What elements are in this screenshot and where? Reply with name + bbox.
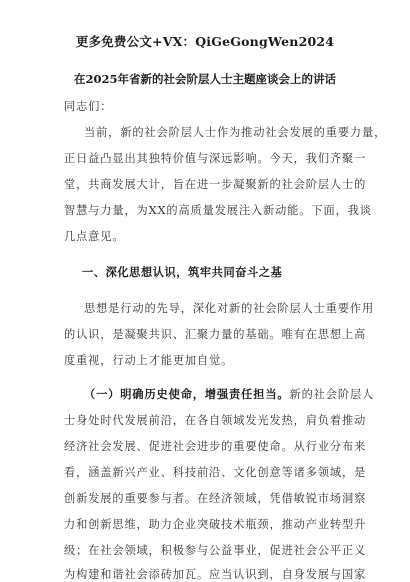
paragraph-line: 为构建和谐社会添砖加瓦。应当认识到，自身发展与国家 — [64, 568, 367, 581]
paragraph-line: 士身处时代发展前沿，在各自领域发光发热，肩负着推动 — [64, 414, 367, 427]
paragraph-line: 力和创新思维，助力企业突破技术瓶颈，推动产业转型升 — [64, 518, 367, 531]
subsection-text: 新的社会阶层人 — [289, 388, 375, 401]
section-heading: 一、深化思想认识，筑牢共同奋斗之基 — [82, 265, 283, 279]
paragraph-line: 正日益凸显出其独特价值与深远影响。今天，我们齐聚一 — [64, 152, 367, 165]
paragraph-line: 级；在社会领域，积极参与公益事业，促进社会公平正义 — [64, 544, 367, 557]
subsection-heading: （一）明确历史使命，增强责任担当。 — [84, 387, 290, 401]
document-title: 在2025年省新的社会阶层人士主题座谈会上的讲话 — [73, 72, 336, 86]
salutation: 同志们： — [64, 100, 113, 113]
promo-header: 更多免费公文+VX：QiGeGongWen2024 — [75, 34, 335, 49]
subsection-first-line — [84, 386, 374, 402]
paragraph-line: 堂，共商发展大计，旨在进一步凝聚新的社会阶层人士的 — [64, 178, 367, 191]
paragraph-line: 度重视，行动上才能更加自觉。 — [64, 354, 234, 367]
paragraph-line: 思想是行动的先导，深化对新的社会阶层人士重要作用 — [84, 302, 375, 315]
paragraph-line: 创新发展的重要参与者。在经济领域，凭借敏锐市场洞察 — [64, 492, 367, 505]
paragraph-line: 经济社会发展、促进社会进步的重要使命。从行业分布来 — [64, 440, 367, 453]
paragraph-line: 当前，新的社会阶层人士作为推动社会发展的重要力量， — [84, 126, 387, 139]
paragraph-line: 看，涵盖新兴产业、科技前沿、文化创意等诸多领域，是 — [64, 466, 367, 479]
paragraph-line: 智慧与力量，为XX的高质量发展注入新动能。下面，我谈 — [64, 204, 372, 217]
paragraph-line: 的认识，是凝聚共识、汇聚力量的基础。唯有在思想上高 — [64, 328, 367, 341]
paragraph-line: 几点意见。 — [64, 230, 125, 243]
